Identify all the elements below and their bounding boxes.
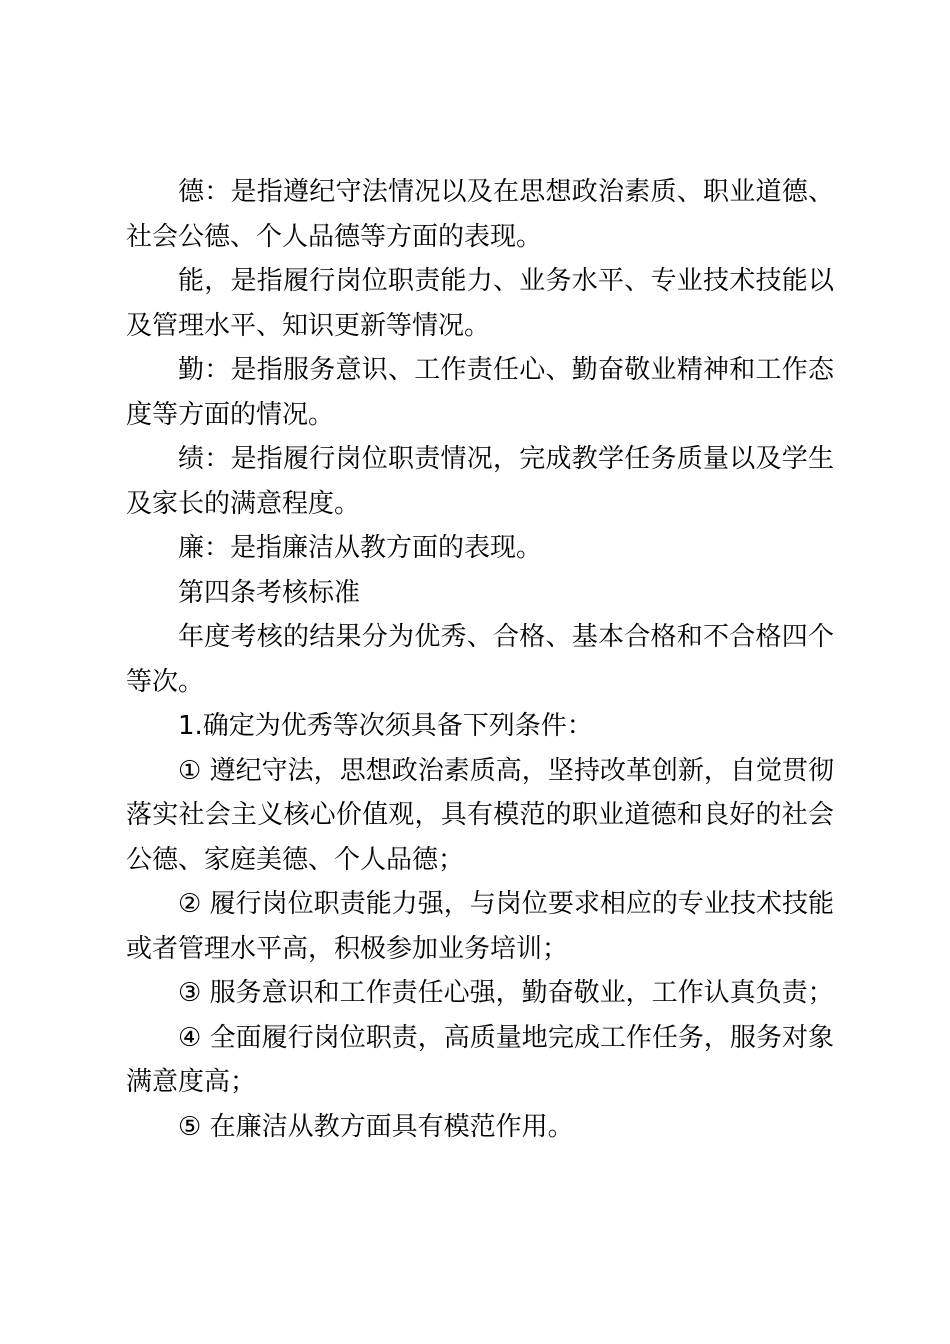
list-item-condition-1: ① 遵纪守法，思想政治素质高，坚持改革创新，自觉贯彻落实社会主义核心价值观，具有模范的职业道德和良好的社会公德、家庭美德、个人品德； (126, 755, 834, 875)
list-item-condition-5: ⑤ 在廉洁从教方面具有模范作用。 (178, 1111, 574, 1142)
paragraph-de-definition: 德：是指遵纪守法情况以及在思想政治素质、职业道德、社会公德、个人品德等方面的表现。 (126, 177, 834, 252)
document-body (126, 170, 834, 1149)
list-item-condition-2: ② 履行岗位职责能力强，与岗位要求相应的专业技术技能或者管理水平高，积极参加业务培训； (126, 889, 834, 964)
section-heading-article-4: 第四条考核标准 (178, 577, 361, 608)
list-item-condition-3: ③ 服务意识和工作责任心强，勤奋敬业，工作认真负责； (178, 978, 834, 1008)
paragraph-lian-definition: 廉：是指廉洁从教方面的表现。 (178, 533, 543, 563)
paragraph-neng-definition: 能，是指履行岗位职责能力、业务水平、专业技术技能以及管理水平、知识更新等情况。 (126, 266, 834, 341)
paragraph-grades-overview: 年度考核的结果分为优秀、合格、基本合格和不合格四个等次。 (126, 622, 834, 697)
list-item-condition-4: ④ 全面履行岗位职责，高质量地完成工作任务，服务对象满意度高； (126, 1022, 834, 1097)
paragraph-qin-definition: 勤：是指服务意识、工作责任心、勤奋敬业精神和工作态度等方面的情况。 (126, 355, 834, 430)
paragraph-ji-definition: 绩：是指履行岗位职责情况，完成教学任务质量以及学生及家长的满意程度。 (126, 444, 834, 519)
paragraph-excellent-conditions-intro: 1.确定为优秀等次须具备下列条件： (178, 711, 593, 741)
